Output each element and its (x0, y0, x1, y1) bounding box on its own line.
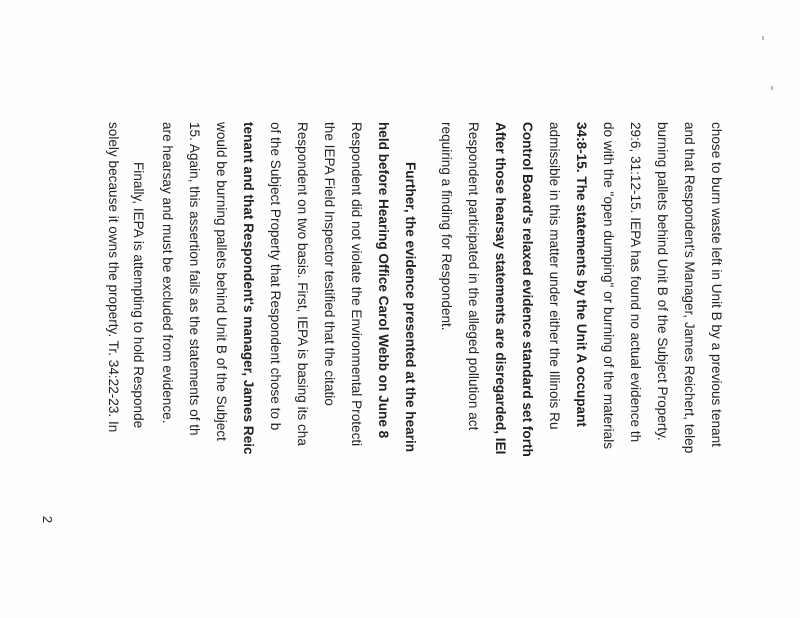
text-line: Control Board's relaxed evidence standard set forth (520, 122, 535, 457)
text-line: Further, the evidence presented at the hearin (403, 162, 418, 453)
text-line: are hearsay and must be excluded from evidence. (160, 122, 175, 424)
text-line: tenant and that Respondent's manager, James Reic (241, 122, 256, 455)
text-line: 29:6, 31:12-15. IEPA has found no actual evidence th (628, 122, 643, 443)
text-line: requiring a finding for Respondent. (439, 122, 454, 331)
text-line: would be burning pallets behind Unit B of the Subject (214, 122, 229, 441)
text-line: After those hearsay statements are disregarded, IEI (493, 122, 508, 455)
margin-mark (762, 36, 764, 40)
margin-mark (771, 86, 773, 90)
text-line: of the Subject Property that Respondent chose to b (268, 122, 283, 431)
text-line: do with the "open dumping" or burning of the materials (601, 122, 616, 450)
text-line: held before Hearing Office Carol Webb on June 8 (376, 122, 391, 439)
text-line: admissible in this matter under either the Illinois Ru (547, 122, 562, 430)
text-line: the IEPA Field Inspector testified that the citatio (322, 122, 337, 406)
text-line: burning pallets behind Unit B of the Subject Property. (655, 122, 670, 441)
text-line: 34:8-15. The statements by the Unit A occupant (574, 122, 589, 427)
text-line: Finally, IEPA is attempting to hold Responde (131, 162, 146, 429)
text-line: 15. Again, this assertion fails as the statements of th (187, 122, 202, 436)
text-line: solely because it owns the property. Tr. 34:22-23. In (106, 122, 121, 433)
text-line: Respondent participated in the alleged pollution act (466, 122, 481, 431)
rotated-text-block (105, 122, 725, 612)
text-line: Respondent did not violate the Environmental Protecti (349, 122, 364, 447)
text-line: chose to burn waste left in Unit B by a previous tenant (709, 122, 724, 447)
text-line: Respondent on two basis. First, IEPA is basing its cha (295, 122, 310, 446)
page-number: 2 (40, 515, 56, 524)
text-line: and that Respondent's Manager, James Reichert, telep (682, 122, 697, 454)
